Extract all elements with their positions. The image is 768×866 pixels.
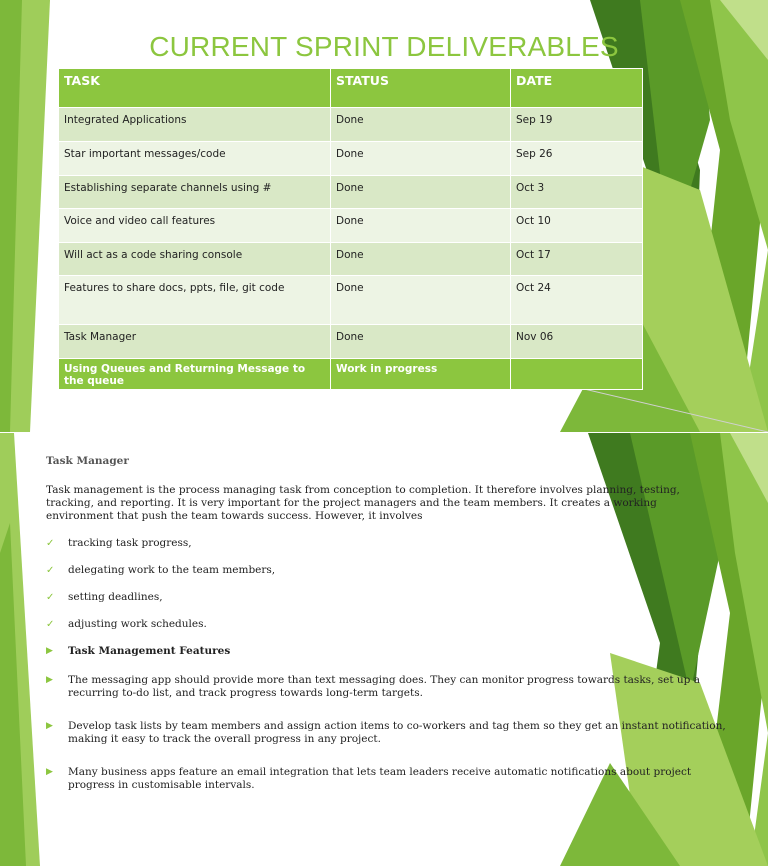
table-row bbox=[59, 243, 643, 276]
list-item bbox=[46, 564, 726, 577]
list-item-text: Develop task lists by team members and assign action items to co-workers and tag them so they get an instant notification, making it easy to track the overall progress in any project. bbox=[68, 720, 726, 745]
list-item-text: tracking task progress, bbox=[68, 537, 192, 549]
status-cell: Done bbox=[331, 276, 511, 325]
list-item-text: adjusting work schedules. bbox=[68, 618, 207, 630]
table-row bbox=[59, 108, 643, 142]
triangle-bullet-icon: ▶ bbox=[46, 646, 53, 656]
status-cell: Done bbox=[331, 243, 511, 276]
status-cell: Done bbox=[331, 176, 511, 209]
table-row bbox=[59, 142, 643, 176]
task-cell: Task Manager bbox=[59, 325, 331, 359]
list-item bbox=[46, 537, 726, 550]
task-cell: Establishing separate channels using # bbox=[59, 176, 331, 209]
slide-sprint-deliverables bbox=[0, 0, 768, 432]
table-row bbox=[59, 359, 643, 390]
checkmark-icon: ✓ bbox=[46, 538, 55, 549]
triangle-bullet-icon: ▶ bbox=[46, 675, 53, 685]
features-heading: Task Management Features bbox=[68, 645, 231, 657]
list-item bbox=[46, 720, 726, 746]
table-header-row bbox=[59, 69, 643, 108]
date-cell: Oct 17 bbox=[511, 243, 643, 276]
checkmark-icon: ✓ bbox=[46, 619, 55, 630]
table-row bbox=[59, 209, 643, 243]
table-row bbox=[59, 176, 643, 209]
slide-task-manager bbox=[0, 433, 768, 866]
list-item bbox=[46, 591, 726, 604]
status-cell: Done bbox=[331, 325, 511, 359]
list-item bbox=[46, 766, 726, 792]
list-item bbox=[46, 674, 726, 700]
task-cell: Will act as a code sharing console bbox=[59, 243, 331, 276]
column-header-date: DATE bbox=[511, 69, 643, 108]
column-header-task: TASK bbox=[59, 69, 331, 108]
date-cell: Oct 10 bbox=[511, 209, 643, 243]
task-cell: Features to share docs, ppts, file, git code bbox=[59, 276, 331, 325]
triangle-bullet-icon: ▶ bbox=[46, 721, 53, 731]
list-item bbox=[46, 645, 726, 658]
table-row bbox=[59, 325, 643, 359]
triangle-bullet-icon: ▶ bbox=[46, 767, 53, 777]
status-cell: Done bbox=[331, 142, 511, 176]
list-item-text: The messaging app should provide more than text messaging does. They can monitor progress towards tasks, set up a recurring to-do list, and track progress towards long-term targets. bbox=[68, 674, 700, 699]
document-body bbox=[46, 455, 726, 792]
status-cell: Done bbox=[331, 209, 511, 243]
date-cell: Sep 26 bbox=[511, 142, 643, 176]
task-cell: Star important messages/code bbox=[59, 142, 331, 176]
intro-paragraph: Task management is the process managing task from conception to completion. It therefore involves planning, testing, tracking, and reporting. It is very important for the project managers and the team members. It creates a working environment that push the team towards success. However, it involves bbox=[46, 484, 680, 522]
date-cell: Oct 24 bbox=[511, 276, 643, 325]
date-cell: Sep 19 bbox=[511, 108, 643, 142]
checkmark-icon: ✓ bbox=[46, 592, 55, 603]
checkmark-icon: ✓ bbox=[46, 565, 55, 576]
status-cell: Work in progress bbox=[331, 359, 511, 390]
date-cell bbox=[511, 359, 643, 390]
section-heading: Task Manager bbox=[46, 455, 129, 467]
date-cell: Oct 3 bbox=[511, 176, 643, 209]
status-cell: Done bbox=[331, 108, 511, 142]
task-cell: Voice and video call features bbox=[59, 209, 331, 243]
list-item-text: delegating work to the team members, bbox=[68, 564, 276, 576]
deliverables-table bbox=[58, 68, 643, 390]
date-cell: Nov 06 bbox=[511, 325, 643, 359]
slide-title: CURRENT SPRINT DELIVERABLES bbox=[149, 31, 619, 62]
task-cell: Integrated Applications bbox=[59, 108, 331, 142]
list-item-text: setting deadlines, bbox=[68, 591, 163, 603]
column-header-status: STATUS bbox=[331, 69, 511, 108]
task-cell: Using Queues and Returning Message to the queue bbox=[59, 359, 331, 390]
list-item-text: Many business apps feature an email integration that lets team leaders receive automatic notifications about project progress in customisable intervals. bbox=[68, 766, 692, 791]
list-item bbox=[46, 618, 726, 631]
table-row bbox=[59, 276, 643, 325]
